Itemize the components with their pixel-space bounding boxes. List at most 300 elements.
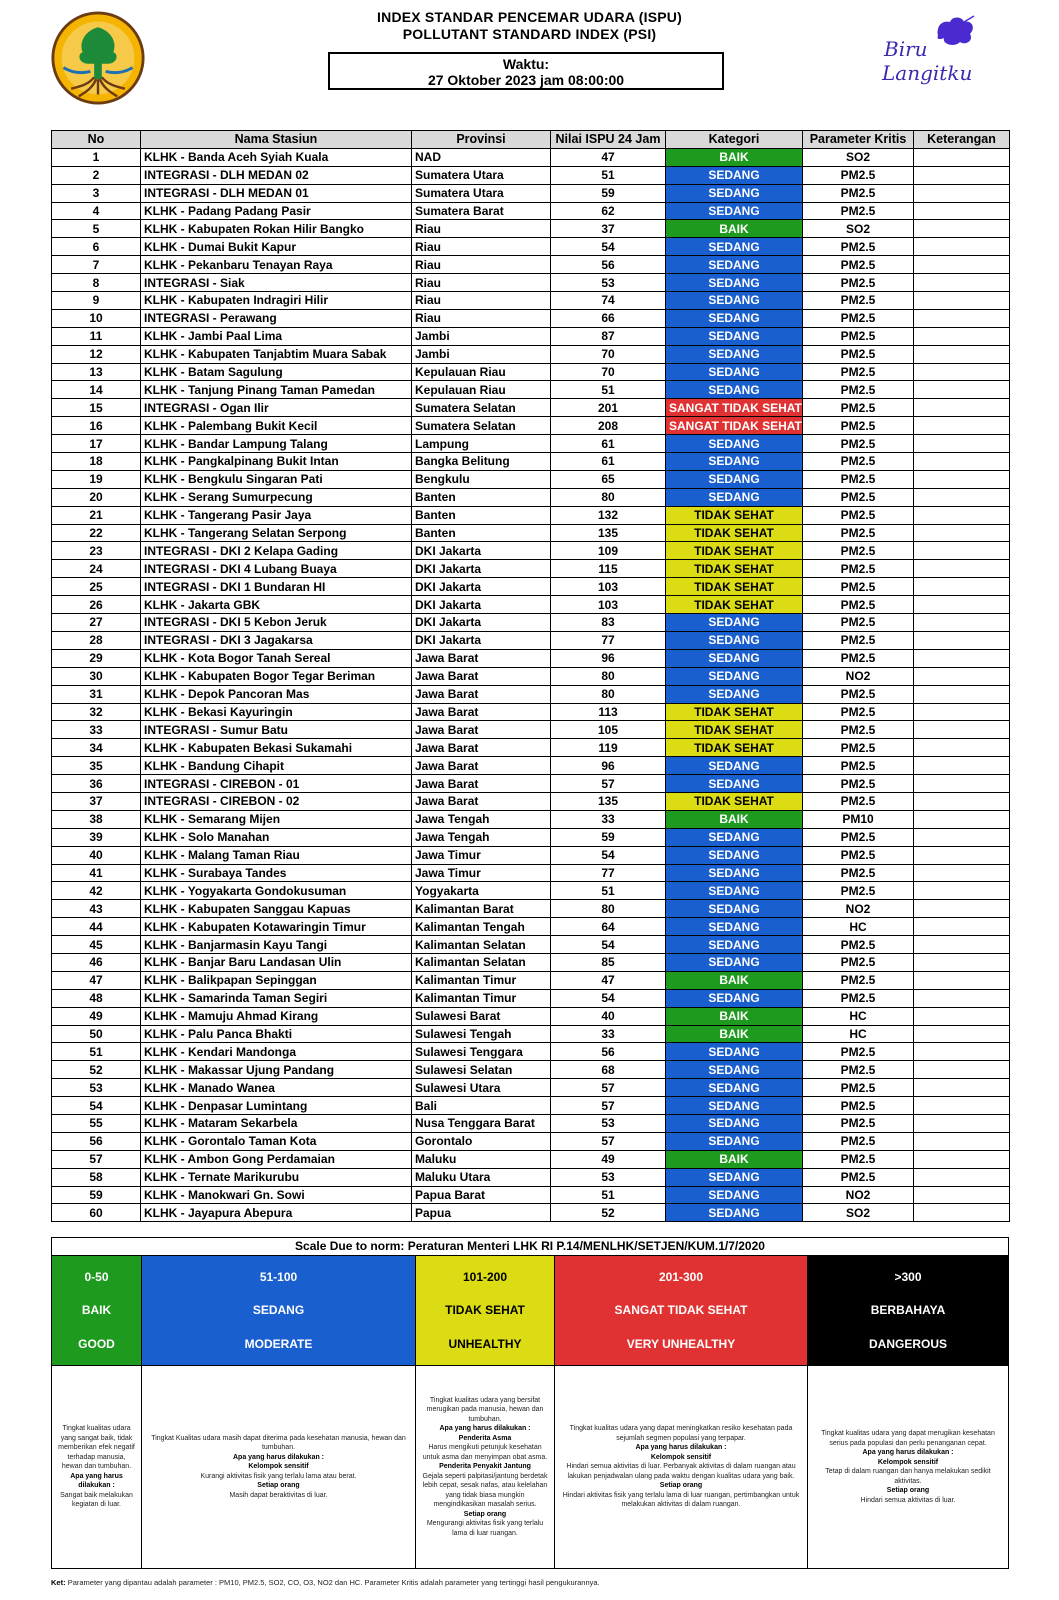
station-name: KLHK - Semarang Mijen (141, 810, 412, 828)
row-no: 53 (52, 1079, 141, 1097)
scale-label-en: GOOD (78, 1337, 115, 1352)
station-name: KLHK - Depok Pancoran Mas (141, 685, 412, 703)
province: Bali (412, 1097, 551, 1115)
province: Nusa Tenggara Barat (412, 1114, 551, 1132)
remarks (914, 792, 1010, 810)
table-row (52, 1097, 1010, 1115)
category: SEDANG (666, 631, 803, 649)
station-name: INTEGRASI - Siak (141, 274, 412, 292)
table-row (52, 1043, 1010, 1061)
remarks (914, 542, 1010, 560)
scale-description-text: Gejala seperti palpitasi/jantung berdetak lebih cepat, sesak nafas, atau kelelahan yang tidak biasa mungkin mengindikasikan masalah serius. (422, 1472, 548, 1509)
row-no: 21 (52, 506, 141, 524)
table-row (52, 918, 1010, 936)
station-name: KLHK - Jakarta GBK (141, 596, 412, 614)
scale-description-text: Masih dapat beraktivitas di luar. (229, 1491, 328, 1499)
col-header-ispu-value: Nilai ISPU 24 Jam (551, 131, 666, 149)
critical-parameter: PM2.5 (803, 435, 914, 453)
table-row (52, 792, 1010, 810)
row-no: 47 (52, 971, 141, 989)
station-name: KLHK - Pangkalpinang Bukit Intan (141, 453, 412, 471)
station-name: INTEGRASI - DKI 5 Kebon Jeruk (141, 614, 412, 632)
report-subtitle: POLLUTANT STANDARD INDEX (PSI) (402, 26, 657, 42)
station-name: KLHK - Pekanbaru Tenayan Raya (141, 256, 412, 274)
station-name: KLHK - Malang Taman Riau (141, 846, 412, 864)
province: Jawa Barat (412, 649, 551, 667)
row-no: 26 (52, 596, 141, 614)
ispu-value: 51 (551, 166, 666, 184)
ispu-value: 59 (551, 184, 666, 202)
scale-label-en: MODERATE (244, 1337, 313, 1352)
province: Banten (412, 524, 551, 542)
station-name: KLHK - Batam Sagulung (141, 363, 412, 381)
critical-parameter: PM2.5 (803, 202, 914, 220)
critical-parameter: PM2.5 (803, 703, 914, 721)
station-name: KLHK - Palu Panca Bhakti (141, 1025, 412, 1043)
ispu-value: 51 (551, 882, 666, 900)
province: Kalimantan Selatan (412, 953, 551, 971)
remarks (914, 524, 1010, 542)
category: BAIK (666, 1007, 803, 1025)
province: DKI Jakarta (412, 631, 551, 649)
province: Riau (412, 292, 551, 310)
table-row (52, 166, 1010, 184)
scale-label-id: SEDANG (252, 1303, 305, 1318)
critical-parameter: PM2.5 (803, 989, 914, 1007)
category: SEDANG (666, 488, 803, 506)
row-no: 29 (52, 649, 141, 667)
province: DKI Jakarta (412, 560, 551, 578)
station-name: KLHK - Kabupaten Tanjabtim Muara Sabak (141, 345, 412, 363)
table-row (52, 238, 1010, 256)
remarks (914, 900, 1010, 918)
ispu-value: 77 (551, 864, 666, 882)
remarks (914, 1043, 1010, 1061)
table-row (52, 775, 1010, 793)
critical-parameter: NO2 (803, 900, 914, 918)
critical-parameter: PM2.5 (803, 685, 914, 703)
remarks (914, 399, 1010, 417)
province: Bangka Belitung (412, 453, 551, 471)
critical-parameter: PM2.5 (803, 274, 914, 292)
province: Jawa Tengah (412, 828, 551, 846)
row-no: 55 (52, 1114, 141, 1132)
remarks (914, 363, 1010, 381)
province: DKI Jakarta (412, 614, 551, 632)
remarks (914, 1025, 1010, 1043)
table-row (52, 1007, 1010, 1025)
category: SEDANG (666, 166, 803, 184)
category: SEDANG (666, 453, 803, 471)
remarks (914, 470, 1010, 488)
row-no: 7 (52, 256, 141, 274)
province: Jawa Tengah (412, 810, 551, 828)
critical-parameter: PM2.5 (803, 864, 914, 882)
province: NAD (412, 148, 551, 166)
row-no: 10 (52, 309, 141, 327)
category: SEDANG (666, 256, 803, 274)
ispu-value: 85 (551, 953, 666, 971)
scale-label-en: VERY UNHEALTHY (626, 1337, 736, 1352)
critical-parameter: PM2.5 (803, 453, 914, 471)
table-row (52, 1204, 1010, 1222)
ispu-value: 64 (551, 918, 666, 936)
scale-description-text: Tingkat Kualitas udara masih dapat diterima pada kesehatan manusia, hewan dan tumbuhan. (151, 1434, 406, 1452)
scale-range: >300 (894, 1269, 922, 1284)
row-no: 35 (52, 757, 141, 775)
category: SEDANG (666, 1114, 803, 1132)
ispu-value: 47 (551, 148, 666, 166)
station-name: KLHK - Bengkulu Singaran Pati (141, 470, 412, 488)
ispu-value: 68 (551, 1061, 666, 1079)
table-row (52, 900, 1010, 918)
scale-column-header (808, 1256, 1008, 1366)
table-row (52, 381, 1010, 399)
province: Riau (412, 274, 551, 292)
ispu-value: 201 (551, 399, 666, 417)
row-no: 37 (52, 792, 141, 810)
remarks (914, 220, 1010, 238)
ispu-value: 105 (551, 721, 666, 739)
station-name: INTEGRASI - DKI 1 Bundaran HI (141, 578, 412, 596)
station-name: KLHK - Ambon Gong Perdamaian (141, 1150, 412, 1168)
row-no: 22 (52, 524, 141, 542)
province: Kalimantan Barat (412, 900, 551, 918)
remarks (914, 417, 1010, 435)
table-row (52, 202, 1010, 220)
station-name: KLHK - Mamuju Ahmad Kirang (141, 1007, 412, 1025)
row-no: 45 (52, 936, 141, 954)
ispu-value: 56 (551, 1043, 666, 1061)
scale-label-id: BAIK (81, 1303, 112, 1318)
critical-parameter: PM2.5 (803, 238, 914, 256)
ispu-value: 115 (551, 560, 666, 578)
col-header-province: Provinsi (412, 131, 551, 149)
ispu-value: 54 (551, 846, 666, 864)
remarks (914, 703, 1010, 721)
row-no: 18 (52, 453, 141, 471)
table-row (52, 524, 1010, 542)
row-no: 34 (52, 739, 141, 757)
table-row (52, 363, 1010, 381)
brand-line1: Biru (884, 37, 928, 61)
critical-parameter: PM10 (803, 810, 914, 828)
category: SANGAT TIDAK SEHAT (666, 399, 803, 417)
province: Lampung (412, 435, 551, 453)
remarks (914, 1132, 1010, 1150)
ispu-value: 47 (551, 971, 666, 989)
remarks (914, 864, 1010, 882)
category: BAIK (666, 1150, 803, 1168)
province: Kepulauan Riau (412, 363, 551, 381)
row-no: 24 (52, 560, 141, 578)
province: DKI Jakarta (412, 542, 551, 560)
province: Kalimantan Timur (412, 971, 551, 989)
remarks (914, 578, 1010, 596)
row-no: 27 (52, 614, 141, 632)
remarks (914, 238, 1010, 256)
table-row (52, 971, 1010, 989)
scale-label-id: SANGAT TIDAK SEHAT (614, 1303, 748, 1318)
remarks (914, 256, 1010, 274)
station-name: KLHK - Surabaya Tandes (141, 864, 412, 882)
col-header-critical-parameter: Parameter Kritis (803, 131, 914, 149)
remarks (914, 810, 1010, 828)
province: Sulawesi Utara (412, 1079, 551, 1097)
critical-parameter: NO2 (803, 1186, 914, 1204)
station-name: KLHK - Makassar Ujung Pandang (141, 1061, 412, 1079)
table-row (52, 810, 1010, 828)
station-name: KLHK - Mataram Sekarbela (141, 1114, 412, 1132)
row-no: 32 (52, 703, 141, 721)
critical-parameter: PM2.5 (803, 649, 914, 667)
table-row (52, 721, 1010, 739)
province: Jawa Barat (412, 775, 551, 793)
table-row (52, 309, 1010, 327)
row-no: 49 (52, 1007, 141, 1025)
table-row (52, 1079, 1010, 1097)
remarks (914, 989, 1010, 1007)
station-name: INTEGRASI - DKI 3 Jagakarsa (141, 631, 412, 649)
table-row (52, 739, 1010, 757)
category: TIDAK SEHAT (666, 560, 803, 578)
remarks (914, 435, 1010, 453)
station-name: KLHK - Bandung Cihapit (141, 757, 412, 775)
scale-description-heading: Setiap orang (257, 1482, 300, 1490)
province: Jawa Barat (412, 703, 551, 721)
table-row (52, 631, 1010, 649)
remarks (914, 309, 1010, 327)
ispu-value: 77 (551, 631, 666, 649)
table-row (52, 470, 1010, 488)
scale-description-heading: Kelompok sensitif (650, 1453, 712, 1461)
province: Riau (412, 256, 551, 274)
province: Sumatera Utara (412, 166, 551, 184)
scale-description-text: Tetap di dalam ruangan dan hanya melakukan sedikit aktivitas. (825, 1468, 991, 1485)
ispu-value: 33 (551, 810, 666, 828)
row-no: 51 (52, 1043, 141, 1061)
province: Banten (412, 488, 551, 506)
scale-description-heading: Kelompok sensitif (248, 1463, 309, 1471)
province: Jawa Barat (412, 757, 551, 775)
ispu-value: 51 (551, 1186, 666, 1204)
critical-parameter: PM2.5 (803, 506, 914, 524)
station-name: INTEGRASI - Ogan Ilir (141, 399, 412, 417)
table-row (52, 417, 1010, 435)
report-title: INDEX STANDAR PENCEMAR UDARA (ISPU) (377, 9, 682, 25)
scale-description-heading: Apa yang harus dilakukan : (635, 1444, 727, 1452)
province: DKI Jakarta (412, 596, 551, 614)
scale-description-heading: Apa yang harus dilakukan : (70, 1472, 123, 1490)
scale-description-text: Mengurangi aktivitas fisik yang terlalu lama di luar ruangan. (426, 1520, 544, 1537)
station-name: KLHK - Kabupaten Kotawaringin Timur (141, 918, 412, 936)
scale-label-en: DANGEROUS (868, 1337, 947, 1352)
table-row (52, 649, 1010, 667)
remarks (914, 202, 1010, 220)
category: SEDANG (666, 274, 803, 292)
ispu-value: 54 (551, 238, 666, 256)
scale-description (808, 1366, 1008, 1568)
critical-parameter: PM2.5 (803, 792, 914, 810)
ispu-value: 57 (551, 1079, 666, 1097)
scale-description (416, 1366, 554, 1568)
critical-parameter: PM2.5 (803, 631, 914, 649)
scale-label-id: BERBAHAYA (870, 1303, 946, 1318)
remarks (914, 274, 1010, 292)
table-row (52, 1114, 1010, 1132)
province: Papua Barat (412, 1186, 551, 1204)
remarks (914, 488, 1010, 506)
category: TIDAK SEHAT (666, 596, 803, 614)
ispu-value: 96 (551, 757, 666, 775)
table-row (52, 846, 1010, 864)
remarks (914, 1114, 1010, 1132)
critical-parameter: PM2.5 (803, 757, 914, 775)
category: SEDANG (666, 345, 803, 363)
remarks (914, 828, 1010, 846)
scale-description-text: Tingkat kualitas udara yang sangat baik, tidak memberikan efek negatif terhadap manusia, hewan dan tumbuhan. (58, 1425, 135, 1471)
scale-description-text: Tingkat kualitas udara yang bersifat merugikan pada manusia, hewan dan tumbuhan. (426, 1396, 544, 1423)
critical-parameter: PM2.5 (803, 1150, 914, 1168)
category: SEDANG (666, 936, 803, 954)
station-name: KLHK - Tanjung Pinang Taman Pamedan (141, 381, 412, 399)
remarks (914, 882, 1010, 900)
category: SEDANG (666, 882, 803, 900)
table-row (52, 1168, 1010, 1186)
report-header (0, 0, 1059, 125)
scale-column-header (52, 1256, 141, 1366)
table-row (52, 882, 1010, 900)
category: SEDANG (666, 900, 803, 918)
ispu-value: 113 (551, 703, 666, 721)
critical-parameter: PM2.5 (803, 256, 914, 274)
critical-parameter: PM2.5 (803, 1097, 914, 1115)
remarks (914, 1150, 1010, 1168)
row-no: 43 (52, 900, 141, 918)
scale-description-heading: Setiap orang (659, 1482, 703, 1490)
scale-description (555, 1366, 807, 1568)
station-name: INTEGRASI - DKI 4 Lubang Buaya (141, 560, 412, 578)
category: SEDANG (666, 846, 803, 864)
row-no: 8 (52, 274, 141, 292)
table-row (52, 614, 1010, 632)
ispu-value: 56 (551, 256, 666, 274)
province: Jawa Barat (412, 667, 551, 685)
ispu-value: 52 (551, 1204, 666, 1222)
col-header-station: Nama Stasiun (141, 131, 412, 149)
category: SEDANG (666, 1043, 803, 1061)
remarks (914, 631, 1010, 649)
row-no: 17 (52, 435, 141, 453)
ispu-value: 59 (551, 828, 666, 846)
scale-description (142, 1366, 415, 1568)
row-no: 13 (52, 363, 141, 381)
station-name: INTEGRASI - DKI 2 Kelapa Gading (141, 542, 412, 560)
category: SEDANG (666, 667, 803, 685)
category: SEDANG (666, 1061, 803, 1079)
critical-parameter: PM2.5 (803, 1079, 914, 1097)
row-no: 23 (52, 542, 141, 560)
ispu-value: 135 (551, 792, 666, 810)
remarks (914, 1168, 1010, 1186)
station-name: KLHK - Kabupaten Sanggau Kapuas (141, 900, 412, 918)
scale-description-heading: Apa yang harus dilakukan : (862, 1449, 954, 1456)
ispu-value: 66 (551, 309, 666, 327)
scale-description-text: Kurangi aktivitas fisik yang terlalu lama atau berat. (200, 1472, 357, 1480)
remarks (914, 327, 1010, 345)
province: Kalimantan Tengah (412, 918, 551, 936)
row-no: 3 (52, 184, 141, 202)
category: TIDAK SEHAT (666, 721, 803, 739)
remarks (914, 184, 1010, 202)
province: Sumatera Barat (412, 202, 551, 220)
remarks (914, 918, 1010, 936)
province: Sulawesi Barat (412, 1007, 551, 1025)
scale-range: 51-100 (259, 1269, 298, 1284)
col-header-category: Kategori (666, 131, 803, 149)
ispu-value: 87 (551, 327, 666, 345)
province: Sulawesi Tenggara (412, 1043, 551, 1061)
ispu-value: 208 (551, 417, 666, 435)
table-row (52, 560, 1010, 578)
scale-description-heading: Apa yang harus dilakukan : (232, 1453, 325, 1461)
row-no: 60 (52, 1204, 141, 1222)
table-row (52, 327, 1010, 345)
table-row (52, 220, 1010, 238)
category: SEDANG (666, 292, 803, 310)
station-name: INTEGRASI - Sumur Batu (141, 721, 412, 739)
ispu-value: 119 (551, 739, 666, 757)
table-row (52, 953, 1010, 971)
critical-parameter: PM2.5 (803, 363, 914, 381)
row-no: 58 (52, 1168, 141, 1186)
critical-parameter: PM2.5 (803, 417, 914, 435)
time-label: Waktu: (502, 56, 550, 72)
ispu-value: 51 (551, 381, 666, 399)
remarks (914, 649, 1010, 667)
remarks (914, 506, 1010, 524)
critical-parameter: PM2.5 (803, 1168, 914, 1186)
remarks (914, 936, 1010, 954)
row-no: 4 (52, 202, 141, 220)
row-no: 15 (52, 399, 141, 417)
ispu-value: 49 (551, 1150, 666, 1168)
category: SEDANG (666, 864, 803, 882)
province: Sumatera Utara (412, 184, 551, 202)
critical-parameter: PM2.5 (803, 614, 914, 632)
remarks (914, 560, 1010, 578)
ispu-value: 96 (551, 649, 666, 667)
ispu-value: 70 (551, 345, 666, 363)
row-no: 31 (52, 685, 141, 703)
remarks (914, 1204, 1010, 1222)
station-name: KLHK - Tangerang Pasir Jaya (141, 506, 412, 524)
remarks (914, 1007, 1010, 1025)
critical-parameter: PM2.5 (803, 971, 914, 989)
ispu-value: 61 (551, 453, 666, 471)
table-row (52, 345, 1010, 363)
critical-parameter: HC (803, 1025, 914, 1043)
row-no: 38 (52, 810, 141, 828)
category: SEDANG (666, 327, 803, 345)
ispu-value: 132 (551, 506, 666, 524)
scale-range: 201-300 (658, 1269, 704, 1284)
table-row (52, 453, 1010, 471)
category: SEDANG (666, 953, 803, 971)
ispu-value: 54 (551, 936, 666, 954)
station-name: KLHK - Kabupaten Bekasi Sukamahi (141, 739, 412, 757)
row-no: 56 (52, 1132, 141, 1150)
